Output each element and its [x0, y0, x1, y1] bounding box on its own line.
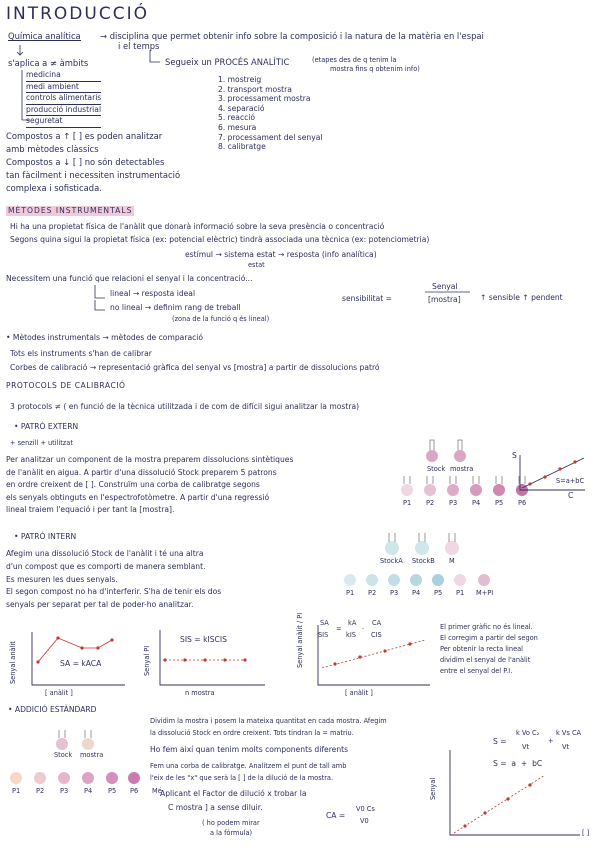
steps-list: [218, 75, 322, 152]
intern-m: M: [449, 557, 455, 565]
step-item: 4. separació: [218, 103, 265, 113]
metodes-l1: Hi ha una propietat física de l'anàlit que donarà informació sobre la seva presència o concentració: [10, 222, 385, 231]
f1-plus: +: [548, 737, 554, 745]
extern-text: Per analitzar un component de la mostra preparem dissolucions sintètiques de l'anàlit en aigua. A partir d'una dissolució Stock preparem 5 patrons en ordre creixent de [ ]. Construïm una corba de calibratge segons els senyals obtinguts en l'espectrofotòmetre. A partir d'una regressió lineal traiem l'equació i per tant la [mostra].: [6, 455, 294, 515]
extern-eq: S=a+bC: [556, 477, 585, 485]
ca-label: CA =: [326, 811, 346, 820]
compostos-block: Compostos a ↑ [ ] es poden analitzar amb mètodes clàssics Compostos a ↓ [ ] no són detectables tan fàcilment i necessiten instrumentació complexa i sofisticada.: [6, 131, 181, 193]
step-item: 1. mostreig: [218, 75, 262, 84]
ambit-item: seguretat: [26, 116, 101, 128]
intern-stockA: StockA: [380, 557, 403, 565]
intern-heading: • PATRÓ INTERN: [14, 532, 77, 541]
addicio-p9: a la fórmula): [210, 829, 253, 837]
step-item: 5. reacció: [218, 113, 256, 123]
extern-tube-label: P2: [426, 499, 435, 507]
etapes2: mostra fins q obtenim info): [330, 65, 420, 73]
ca-den: V0: [360, 817, 369, 825]
addicio-gy: Senyal: [429, 777, 437, 800]
segueix: Segueix un PROCÉS ANALÍTIC: [165, 57, 290, 67]
f2: S = a + bC: [493, 759, 543, 768]
etapes1: (etapes des de q tenim la: [312, 56, 397, 64]
addicio-gx: [ ]: [582, 829, 590, 837]
extern-tube-label: P3: [449, 499, 458, 507]
sens-num: Senyal: [432, 282, 458, 291]
g3-xlabel: [ anàlit ]: [345, 689, 373, 697]
step-item: 3. processament mostra: [218, 94, 311, 104]
intern-remarks: El primer gràfic no és lineal. El corregim a partir del segon Per obtenir la recta lineal dividim el senyal de l'anàlit entre el senyal del P.I.: [440, 623, 538, 675]
extern-tube-label: P4: [472, 499, 481, 507]
ratio-kis: kIS: [346, 631, 356, 639]
addicio-tube-label: P6: [130, 787, 139, 795]
sens-right: ↑ sensible ↑ pendent: [480, 293, 563, 302]
metodes-l2: Segons quina sigui la propietat física (ex: potencial elèctric) tindrà associada una tècnica (ex: potenciometria): [10, 235, 430, 244]
g2-xlabel: n mostra: [185, 689, 215, 697]
f1-c: k Vs CA: [556, 729, 582, 737]
extern-tube-label: P5: [495, 499, 504, 507]
aplica: s'aplica a ≠ àmbits: [8, 58, 89, 68]
nolineal: no lineal → definim rang de treball: [110, 303, 241, 312]
sens-label: sensibilitat =: [342, 294, 393, 303]
addicio-p8: ( ho podem mirar: [202, 819, 260, 827]
metodes-estat: estat: [248, 261, 265, 269]
ratio-ca: CA: [372, 619, 382, 627]
addicio-tube-label: P5: [108, 787, 117, 795]
lineal: lineal → resposta ideal: [110, 289, 196, 298]
addicio-p1: Dividim la mostra i posem la mateixa quantitat en cada mostra. Afegim: [150, 717, 387, 725]
f1-b: Vt: [522, 743, 530, 751]
def-line1: → disciplina que permet obtenir info sobre la composició i la natura de la matèria en l'espai: [100, 31, 484, 41]
metinst: • Mètodes instrumentals → mètodes de comparació: [6, 333, 204, 342]
extern-tube-label: P1: [403, 499, 412, 507]
extern-plus: + senzill + utilitzat: [10, 439, 73, 447]
f1-d: Vt: [562, 743, 570, 751]
addicio-tubes: [10, 730, 140, 784]
page-title: INTRODUCCIÓ: [6, 4, 149, 24]
step-item: 6. mesura: [218, 122, 257, 132]
extern-axis-c: C: [568, 491, 574, 500]
ratio-cis: CIS: [371, 631, 382, 639]
addicio-mostra: mostra: [80, 751, 104, 759]
intern-text: Afegim una dissolució Stock de l'anàlit i té una altra d'un compost que es comporti de manera semblant. Es mesuren les dues senyals. El segon compost no ha d'interferir. S'ha de tenir els dos senyals per separat per tal de poder-ho analitzar.: [6, 549, 222, 610]
addicio-stock: Stock: [54, 751, 73, 759]
metodes-l3: Necessitem una funció que relacioni el senyal i la concentració...: [6, 274, 253, 283]
extern-mostra-label: mostra: [450, 465, 474, 473]
f1-a: k Vo C₂: [516, 729, 540, 737]
g2-eq: SIS = kISCIS: [180, 635, 227, 644]
protocols-heading: PROTOCOLS DE CALIBRACIÓ: [6, 381, 126, 390]
ratio-eq1: =: [336, 625, 342, 633]
step-item: 7. processament del senyal: [218, 132, 323, 142]
extern-axis-s: S: [512, 451, 517, 460]
step-item: 2. transport mostra: [218, 84, 292, 94]
intern-tube-label: P1: [456, 589, 465, 597]
step-item: 8. calibratge: [218, 142, 266, 152]
intern-tube-label: M+PI: [476, 589, 494, 597]
g1-eq: SA = kACA: [60, 659, 102, 668]
extern-tube-label: P6: [518, 499, 527, 507]
intern-tube-label: P4: [412, 589, 421, 597]
intern-tube-label: P1: [346, 589, 355, 597]
intern-stockB: StockB: [412, 557, 435, 565]
ratio-sa: SA: [320, 619, 329, 627]
protocols-l1: 3 protocols ≠ ( en funció de la tècnica utilitzada i de com de difícil sigui analitzar la mostra): [10, 402, 360, 411]
addicio-p5: l'eix de les "x" que serà la [ ] de la dilució de la mostra.: [150, 774, 334, 782]
corbes: Corbes de calibració → representació gràfica del senyal vs [mostra] a partir de dissolucions patró: [10, 363, 380, 372]
intern-tube-label: P5: [434, 589, 443, 597]
ratio-ka: kA: [348, 619, 357, 627]
addicio-heading: • ADDICIÓ ESTÀNDARD: [8, 705, 97, 714]
addicio-tube-label: Mé: [152, 787, 162, 795]
addicio-tube-label: P1: [12, 787, 21, 795]
ambit-item: medicina: [26, 70, 101, 82]
metodes-heading: MÈTODES INSTRUMENTALS: [8, 206, 133, 215]
addicio-p2: la dissolució Stock en ordre creixent. Tots tindran la = matriu.: [150, 729, 354, 737]
g2-ylabel: Senyal PI: [143, 645, 151, 676]
sens-den: [mostra]: [428, 295, 461, 304]
addicio-p4: Fem una corba de calibratge. Analitzem el punt de tall amb: [150, 762, 347, 770]
intern-tube-label: P3: [390, 589, 399, 597]
extern-heading: • PATRÓ EXTERN: [14, 422, 79, 431]
ratio-sis: SIS: [318, 631, 329, 639]
tots: Tots els instruments s'han de calibrar: [10, 349, 152, 358]
g1-xlabel: [ anàlit ]: [45, 689, 73, 697]
addicio-tube-label: P4: [84, 787, 93, 795]
addicio-p6: Aplicant el Factor de dilució x trobar la: [160, 789, 307, 798]
addicio-p7: C mostra ] a sense diluir.: [168, 803, 263, 812]
ambit-item: producció industrial: [26, 105, 101, 117]
metodes-flow: estímul → sistema estat → resposta (info analítica): [185, 250, 377, 259]
quimica-analitica: Química analítica: [8, 31, 81, 41]
f1-label: S =: [493, 737, 507, 746]
ambit-item: medi ambient: [26, 82, 101, 94]
addicio-tube-label: P2: [36, 787, 45, 795]
ambit-item: controls alimentaris: [26, 93, 101, 105]
def-line2: i el temps: [118, 41, 160, 51]
ca-num: V0 Cs: [356, 805, 375, 813]
g1-ylabel: Senyal anàlit: [9, 641, 17, 684]
extern-stock-label: Stock: [427, 465, 446, 473]
ambits-list: [26, 70, 101, 128]
addicio-tube-label: P3: [60, 787, 69, 795]
ratio-dot: ·: [362, 625, 365, 633]
zona: (zona de la funció q és lineal): [172, 315, 270, 323]
g3-ylabel: Senyal anàlit / PI: [296, 612, 304, 668]
addicio-p3: Ho fem així quan tenim molts components diferents: [150, 745, 349, 754]
intern-tube-label: P2: [368, 589, 377, 597]
